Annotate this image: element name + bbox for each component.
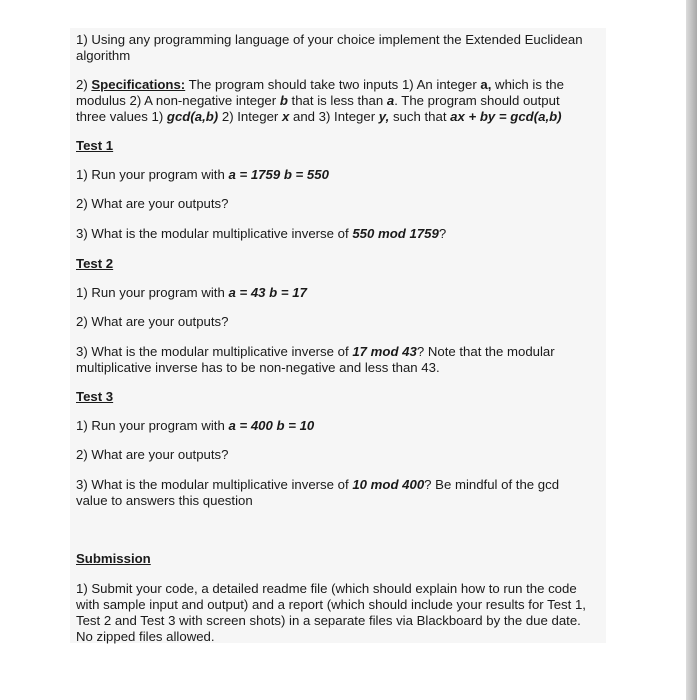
test2-q2: 2) What are your outputs? (76, 314, 229, 329)
window-edge (686, 0, 697, 700)
test3-q1: 1) Run your program with a = 400 b = 10 (76, 418, 315, 433)
specifications-line2: modulus 2) A non-negative integer b that is less than a. The program should output (76, 93, 560, 108)
task1-line1: 1) Using any programming language of your choice implement the Extended Euclidean (76, 32, 583, 47)
specifications-line3: three values 1) gcd(a,b) 2) Integer x and 3) Integer y, such that ax + by = gcd(a,b) (76, 109, 562, 124)
submission-line4: No zipped files allowed. (76, 629, 215, 644)
test1-q1: 1) Run your program with a = 1759 b = 550 (76, 167, 329, 182)
submission-line1: 1) Submit your code, a detailed readme file (which should explain how to run the code (76, 581, 577, 596)
test1-q3: 3) What is the modular multiplicative inverse of 550 mod 1759? (76, 226, 447, 241)
test2-q3: 3) What is the modular multiplicative inverse of 17 mod 43? Note that the modular (76, 344, 555, 359)
submission-line3: Test 2 and Test 3 with screen shots) in a separate files via Blackboard by the due date. (76, 613, 581, 628)
test2-heading: Test 2 (76, 256, 114, 271)
specifications-label: Specifications: (91, 77, 186, 92)
test3-q3-line2: value to answers this question (76, 493, 253, 508)
submission-line2: with sample input and output) and a report (which should include your results for Test 1, (76, 597, 586, 612)
test3-q3: 3) What is the modular multiplicative inverse of 10 mod 400? Be mindful of the gcd (76, 477, 560, 492)
test3-q2: 2) What are your outputs? (76, 447, 229, 462)
test1-heading: Test 1 (76, 138, 114, 153)
test2-q1: 1) Run your program with a = 43 b = 17 (76, 285, 307, 300)
submission-heading: Submission (76, 551, 151, 566)
task1-line2: algorithm (76, 48, 131, 63)
test3-heading: Test 3 (76, 389, 114, 404)
test1-q2: 2) What are your outputs? (76, 196, 229, 211)
test2-q3-line2: multiplicative inverse has to be non-negative and less than 43. (76, 360, 440, 375)
specifications-line1: 2) Specifications: The program should take two inputs 1) An integer a, which is the (76, 77, 564, 92)
